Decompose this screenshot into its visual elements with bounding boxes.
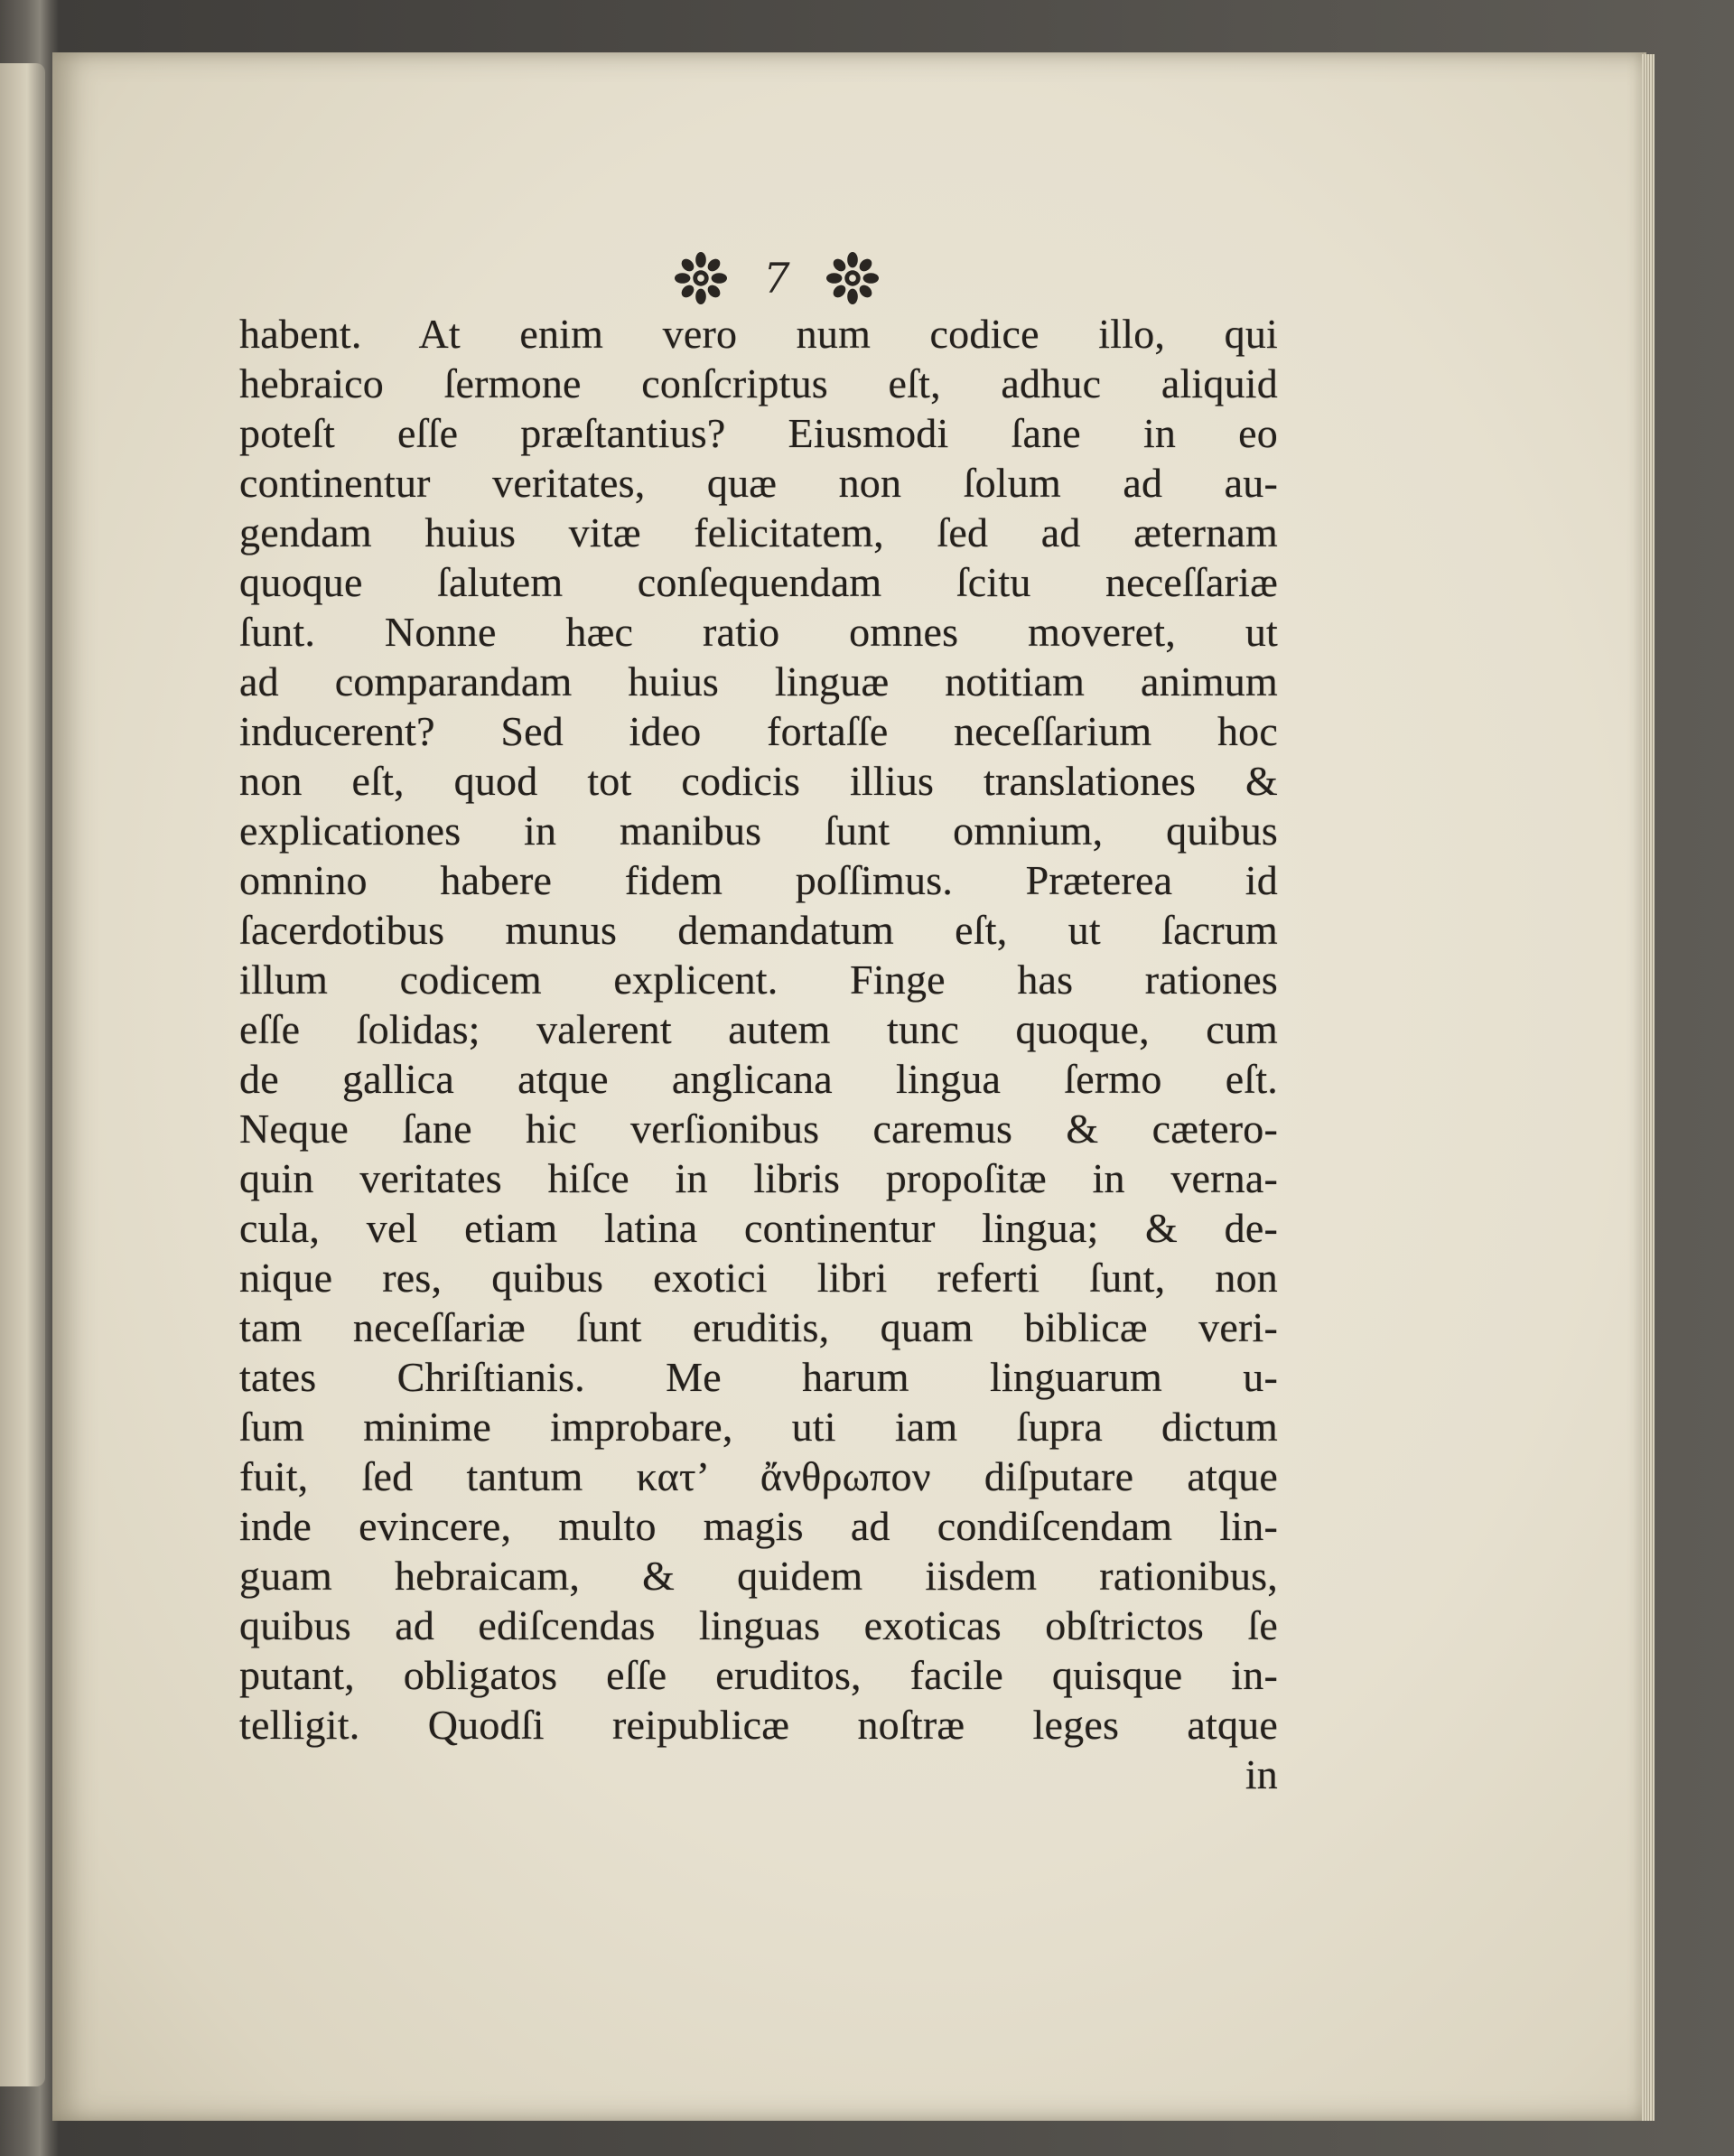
text-line: ſum minime improbare, uti iam ſupra dictum	[239, 1404, 1278, 1450]
text-line: hebraico ſermone conſcriptus eſt, adhuc aliquid	[239, 360, 1278, 406]
text-line: ſacerdotibus munus demandatum eſt, ut ſacrum	[239, 907, 1278, 953]
flower-ornament-icon	[826, 252, 879, 304]
text-line: omnino habere fidem poſſimus. Præterea id	[239, 857, 1278, 903]
text-line: nique res, quibus exotici libri referti ſunt, non	[239, 1255, 1278, 1301]
text-line: habent. At enim vero num codice illo, qui	[239, 311, 1278, 357]
text-line: cula, vel etiam latina continentur lingua; & de-	[239, 1205, 1278, 1251]
page-number: 7	[763, 254, 790, 303]
facing-page-edge	[0, 63, 45, 2086]
text-line: poteſt eſſe præſtantius? Eiusmodi ſane in eo	[239, 410, 1278, 456]
text-line: illum codicem explicent. Finge has rationes	[239, 957, 1278, 1003]
page-header	[632, 242, 921, 314]
page-fore-edge	[1642, 54, 1655, 2121]
text-line: gendam huius vitæ felicitatem, ſed ad æternam	[239, 509, 1278, 555]
text-line: quin veritates hiſce in libris propoſitæ in verna-	[239, 1155, 1278, 1201]
text-line: non eſt, quod tot codicis illius translationes &	[239, 758, 1278, 804]
text-line: Neque ſane hic verſionibus caremus & cætero-	[239, 1106, 1278, 1152]
text-line: inde evincere, multo magis ad condiſcendam lin-	[239, 1503, 1278, 1549]
text-line: putant, obligatos eſſe eruditos, facile quisque in-	[239, 1652, 1278, 1698]
text-line: telligit. Quodſi reipublicæ noſtræ leges atque	[239, 1702, 1278, 1748]
text-line: ad comparandam huius linguæ notitiam animum	[239, 658, 1278, 705]
text-line: tam neceſſariæ ſunt eruditis, quam biblicæ veri-	[239, 1304, 1278, 1350]
text-line: tates Chriſtianis. Me harum linguarum u-	[239, 1354, 1278, 1400]
flower-ornament-icon	[675, 252, 727, 304]
body-text	[239, 309, 1278, 1799]
text-line: eſſe ſolidas; valerent autem tunc quoque, cum	[239, 1006, 1278, 1052]
text-line: ſunt. Nonne hæc ratio omnes moveret, ut	[239, 609, 1278, 655]
catchword: in	[1245, 1751, 1278, 1797]
text-line: guam hebraicam, & quidem iisdem rationibus,	[239, 1553, 1278, 1599]
text-line: quibus ad ediſcendas linguas exoticas obſtrictos ſe	[239, 1602, 1278, 1648]
text-line: de gallica atque anglicana lingua ſermo eſt.	[239, 1056, 1278, 1102]
text-line: fuit, ſed tantum κατ’ ἄνθρωπον diſputare atque	[239, 1453, 1278, 1499]
text-line: inducerent? Sed ideo fortaſſe neceſſarium hoc	[239, 708, 1278, 754]
text-line: explicationes in manibus ſunt omnium, quibus	[239, 807, 1278, 854]
text-line: continentur veritates, quæ non ſolum ad au-	[239, 460, 1278, 506]
text-line: quoque ſalutem conſequendam ſcitu neceſſariæ	[239, 559, 1278, 605]
